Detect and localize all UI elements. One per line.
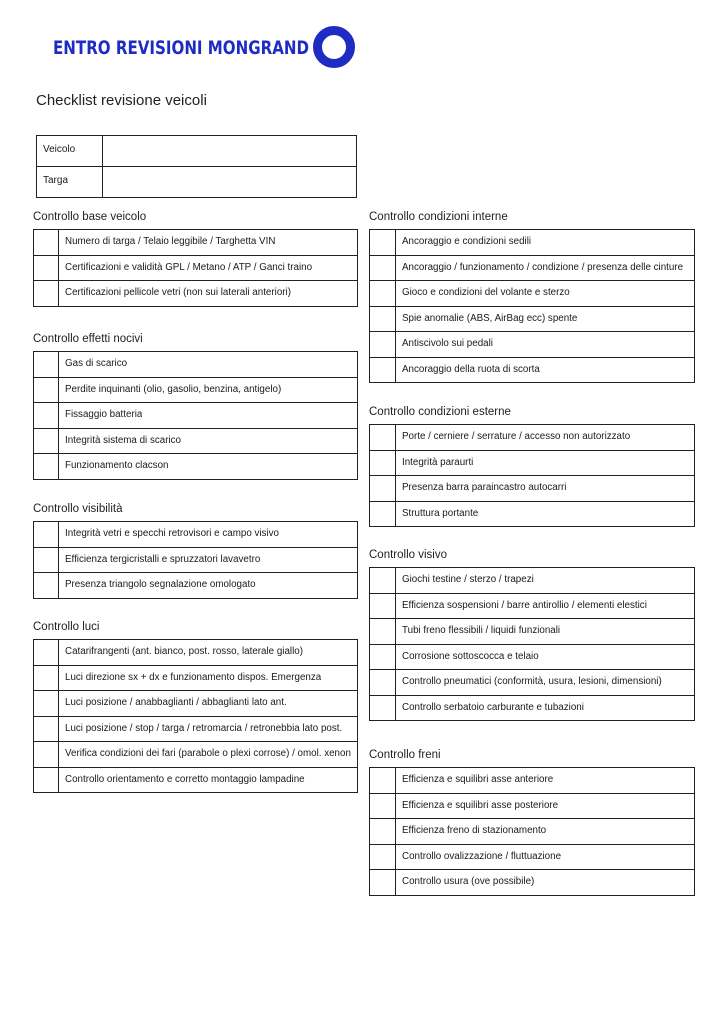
checklist-item-label: Certificazioni e validità GPL / Metano / ATP / Ganci traino: [65, 261, 313, 273]
checklist-row: [34, 716, 357, 742]
logo-text: ENTRO REVISIONI MONGRAND: [53, 37, 309, 59]
section-title: Controllo luci: [33, 621, 100, 633]
checklist-checkbox[interactable]: [370, 768, 396, 793]
checklist-row: [34, 255, 357, 281]
checklist-item-label: Funzionamento clacson: [65, 460, 169, 471]
section-visibility: [33, 503, 358, 599]
plate-label: Targa: [37, 167, 103, 197]
checklist-item-label: Gioco e condizioni del volante e sterzo: [402, 287, 570, 298]
checklist-item-label: Ancoraggio della ruota di scorta: [402, 363, 540, 375]
section-title: Controllo visivo: [369, 549, 447, 561]
checklist-checkbox[interactable]: [34, 403, 59, 428]
section-title: Controllo base veicolo: [33, 211, 147, 223]
checklist-checkbox[interactable]: [34, 640, 59, 665]
checklist-item-label: Controllo ovalizzazione / fluttuazione: [402, 850, 562, 862]
page-title: Checklist revisione veicoli: [36, 92, 207, 109]
vehicle-row: [37, 136, 356, 166]
checklist-row: [370, 425, 694, 450]
checklist-checkbox[interactable]: [370, 696, 396, 721]
checklist-row: [34, 690, 357, 716]
logo-graphic: [36, 24, 358, 70]
checklist-checkbox[interactable]: [34, 352, 59, 377]
checklist-checkbox[interactable]: [34, 281, 59, 306]
logo-ring: [318, 31, 351, 64]
checklist-row: [34, 453, 357, 479]
checklist-row: [370, 331, 694, 357]
checklist-item-label: Certificazioni pellicole vetri (non sui laterali anteriori): [65, 287, 291, 298]
checklist-item-label: Catarifrangenti (ant. bianco, post. rosso, laterale giallo): [65, 646, 303, 657]
checklist-item-label: Controllo orientamento e corretto montaggio lampadine: [65, 773, 305, 785]
checklist-item-label: Numero di targa / Telaio leggibile / Targhetta VIN: [65, 236, 276, 247]
checklist-item-label: Integrità sistema di scarico: [65, 434, 181, 446]
checklist-item-label: Luci posizione / anabbaglianti / abbaglianti lato ant.: [65, 697, 287, 708]
checklist-checkbox[interactable]: [34, 666, 59, 691]
checklist-checkbox[interactable]: [370, 332, 396, 357]
checklist-item-label: Gas di scarico: [65, 358, 128, 369]
checklist-checkbox[interactable]: [370, 358, 396, 383]
checklist-checkbox[interactable]: [370, 307, 396, 332]
checklist-checkbox[interactable]: [34, 454, 59, 479]
check-table: [33, 639, 358, 793]
checklist-item-label: Efficienza e squilibri asse anteriore: [402, 774, 554, 785]
section-title: Controllo visibilità: [33, 503, 123, 515]
section-title: Controllo effetti nocivi: [33, 333, 143, 345]
checklist-row: [370, 695, 694, 721]
checklist-checkbox[interactable]: [34, 429, 59, 454]
checklist-item-label: Verifica condizioni dei fari (parabole o plexi corrose) / omol. xenon: [65, 748, 351, 759]
checklist-item-label: Antiscivolo sui pedali: [402, 338, 493, 349]
checklist-row: [370, 869, 694, 895]
section-title: Controllo condizioni esterne: [369, 406, 511, 418]
checklist-item-label: Luci direzione sx + dx e funzionamento dispos. Emergenza: [65, 671, 322, 683]
check-table: [33, 351, 358, 480]
checklist-row: [34, 377, 357, 403]
checklist-checkbox[interactable]: [370, 819, 396, 844]
checklist-row: [370, 644, 694, 670]
checklist-row: [370, 593, 694, 619]
check-table: [33, 521, 358, 599]
check-table: [369, 229, 695, 383]
checklist-row: [34, 522, 357, 547]
checklist-row: [34, 741, 357, 767]
section-brakes: [369, 749, 695, 896]
checklist-checkbox[interactable]: [370, 451, 396, 476]
section-visual: [369, 549, 695, 721]
checklist-checkbox[interactable]: [370, 845, 396, 870]
checklist-row: [370, 357, 694, 383]
checklist-checkbox[interactable]: [34, 548, 59, 573]
checklist-checkbox[interactable]: [370, 870, 396, 895]
checklist-checkbox[interactable]: [34, 742, 59, 767]
checklist-row: [370, 818, 694, 844]
checklist-item-label: Efficienza sospensioni / barre antirollio / elementi elestici: [402, 599, 647, 611]
checklist-item-label: Spie anomalie (ABS, AirBag ecc) spente: [402, 312, 578, 324]
section-harmful: [33, 333, 358, 480]
check-table: [369, 567, 695, 721]
checklist-row: [370, 475, 694, 501]
checklist-row: [370, 306, 694, 332]
checklist-item-label: Presenza triangolo segnalazione omologato: [65, 579, 256, 590]
checklist-row: [34, 572, 357, 598]
checklist-row: [370, 669, 694, 695]
checklist-item-label: Fissaggio batteria: [65, 409, 143, 420]
checklist-row: [370, 230, 694, 255]
checklist-item-label: Presenza barra paraincastro autocarri: [402, 482, 567, 493]
checklist-checkbox[interactable]: [370, 281, 396, 306]
plate-row: [37, 166, 356, 197]
checklist-item-label: Efficienza freno di stazionamento: [402, 825, 547, 836]
checklist-item-label: Giochi testine / sterzo / trapezi: [402, 574, 534, 585]
checklist-checkbox[interactable]: [370, 502, 396, 527]
checklist-checkbox[interactable]: [34, 230, 59, 255]
checklist-item-label: Controllo pneumatici (conformità, usura, lesioni, dimensioni): [402, 676, 662, 687]
checklist-row: [34, 640, 357, 665]
checklist-row: [370, 450, 694, 476]
checklist-row: [370, 844, 694, 870]
section-interior: [369, 211, 695, 383]
checklist-row: [370, 568, 694, 593]
checklist-checkbox[interactable]: [34, 378, 59, 403]
section-exterior: [369, 406, 695, 527]
checklist-checkbox[interactable]: [370, 425, 396, 450]
checklist-item-label: Porte / cerniere / serrature / accesso non autorizzato: [402, 431, 631, 442]
section-title: Controllo freni: [369, 749, 441, 761]
checklist-item-label: Integrità vetri e specchi retrovisori e campo visivo: [65, 528, 279, 539]
checklist-row: [34, 352, 357, 377]
checklist-row: [34, 402, 357, 428]
checklist-item-label: Luci posizione / stop / targa / retromarcia / retronebbia lato post.: [65, 722, 343, 734]
checklist-item-label: Perdite inquinanti (olio, gasolio, benzina, antigelo): [65, 383, 282, 395]
checklist-checkbox[interactable]: [370, 670, 396, 695]
vehicle-field[interactable]: [103, 136, 356, 166]
checklist-item-label: Struttura portante: [402, 507, 479, 519]
checklist-row: [370, 255, 694, 281]
checklist-row: [34, 665, 357, 691]
checklist-item-label: Tubi freno flessibili / liquidi funzionali: [402, 625, 561, 636]
checklist-checkbox[interactable]: [370, 256, 396, 281]
checklist-checkbox[interactable]: [34, 717, 59, 742]
checklist-row: [370, 793, 694, 819]
checklist-checkbox[interactable]: [34, 691, 59, 716]
checklist-row: [34, 767, 357, 793]
checklist-checkbox[interactable]: [34, 768, 59, 793]
checklist-row: [370, 280, 694, 306]
checklist-item-label: Controllo serbatoio carburante e tubazioni: [402, 701, 584, 713]
checklist-checkbox[interactable]: [370, 594, 396, 619]
section-base: [33, 211, 358, 307]
checklist-checkbox[interactable]: [370, 568, 396, 593]
checklist-row: [34, 428, 357, 454]
checklist-checkbox[interactable]: [370, 230, 396, 255]
checklist-item-label: Efficienza e squilibri asse posteriore: [402, 799, 559, 811]
section-lights: [33, 621, 358, 793]
checklist-row: [34, 280, 357, 306]
vehicle-label: Veicolo: [37, 136, 103, 166]
checklist-item-label: Integrità paraurti: [402, 456, 474, 468]
checklist-item-label: Corrosione sottoscocca e telaio: [402, 650, 539, 662]
check-table: [369, 767, 695, 896]
checklist-row: [34, 230, 357, 255]
checklist-checkbox[interactable]: [370, 619, 396, 644]
checklist-row: [34, 547, 357, 573]
checklist-row: [370, 501, 694, 527]
checklist-checkbox[interactable]: [34, 522, 59, 547]
check-table: [369, 424, 695, 527]
check-table: [33, 229, 358, 307]
checklist-checkbox[interactable]: [370, 645, 396, 670]
checklist-item-label: Efficienza tergicristalli e spruzzatori lavavetro: [65, 553, 261, 565]
checklist-checkbox[interactable]: [34, 573, 59, 598]
checklist-item-label: Controllo usura (ove possibile): [402, 876, 535, 887]
plate-field[interactable]: [103, 167, 356, 197]
checklist-checkbox[interactable]: [34, 256, 59, 281]
checklist-row: [370, 768, 694, 793]
vehicle-info-table: [36, 135, 357, 198]
checklist-checkbox[interactable]: [370, 794, 396, 819]
checklist-item-label: Ancoraggio / funzionamento / condizione / presenza delle cinture: [402, 261, 684, 273]
checklist-row: [370, 618, 694, 644]
section-title: Controllo condizioni interne: [369, 211, 508, 223]
checklist-item-label: Ancoraggio e condizioni sedili: [402, 236, 532, 247]
checklist-checkbox[interactable]: [370, 476, 396, 501]
company-logo: [36, 24, 358, 70]
